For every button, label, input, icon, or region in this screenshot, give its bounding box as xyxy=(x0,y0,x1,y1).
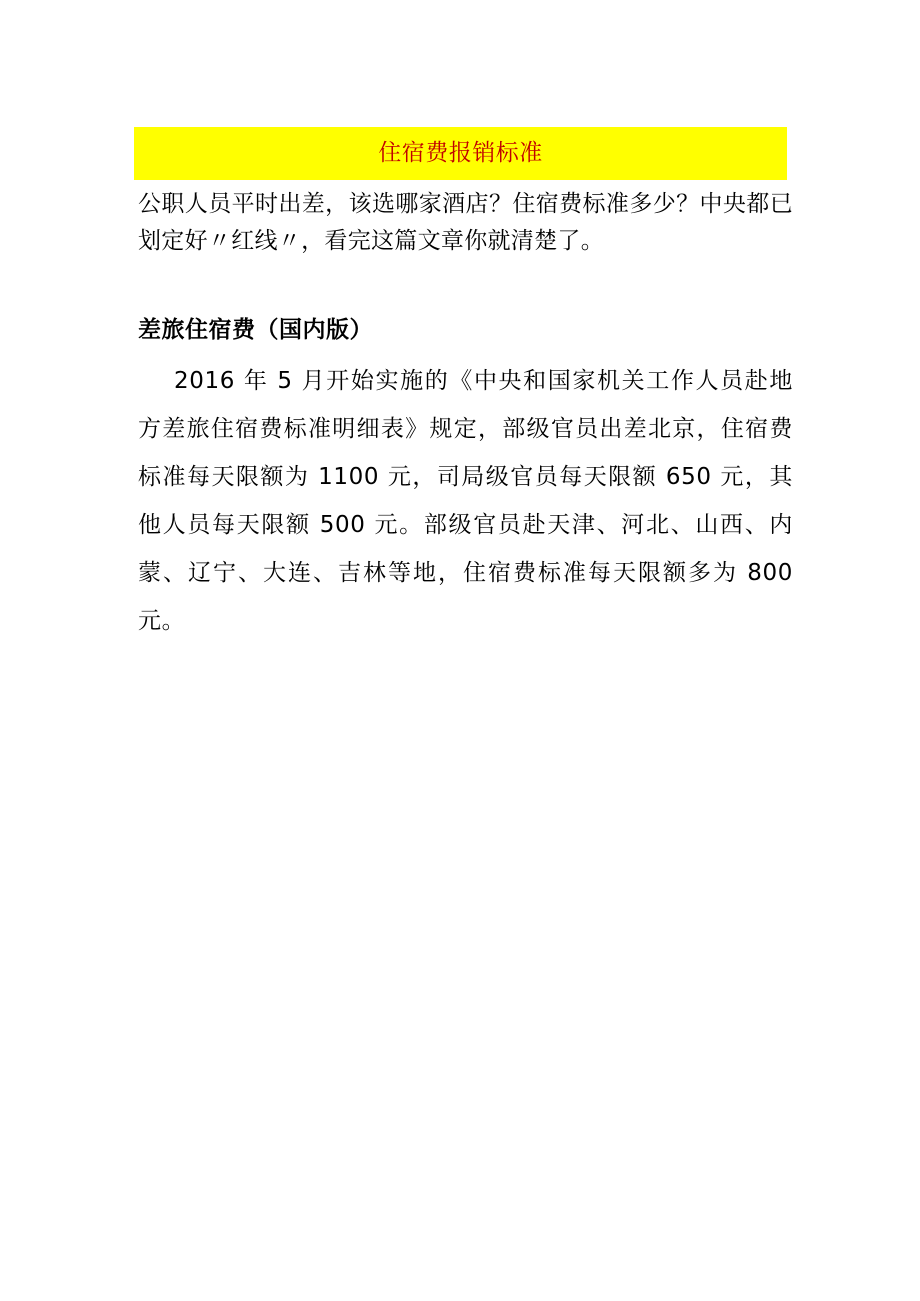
body-paragraph: 2016 年 5 月开始实施的《中央和国家机关工作人员赴地方差旅住宿费标准明细表》规定，部级官员出差北京，住宿费标准每天限额为 1100 元，司局级官员每天限额 650 元，其他人员每天限额 500 元。部级官员赴天津、河北、山西、内蒙、辽宁、大连、吉林等地，住宿费标准每天限额多为 800 元。 xyxy=(138,368,793,634)
intro-paragraph: 公职人员平时出差，该选哪家酒店？住宿费标准多少？中央都已划定好〃红线〃，看完这篇文章你就清楚了。 xyxy=(138,191,793,254)
document-title: 住宿费报销标准 xyxy=(378,140,543,166)
title-banner xyxy=(134,127,787,180)
section-heading: 差旅住宿费（国内版） xyxy=(138,317,373,343)
